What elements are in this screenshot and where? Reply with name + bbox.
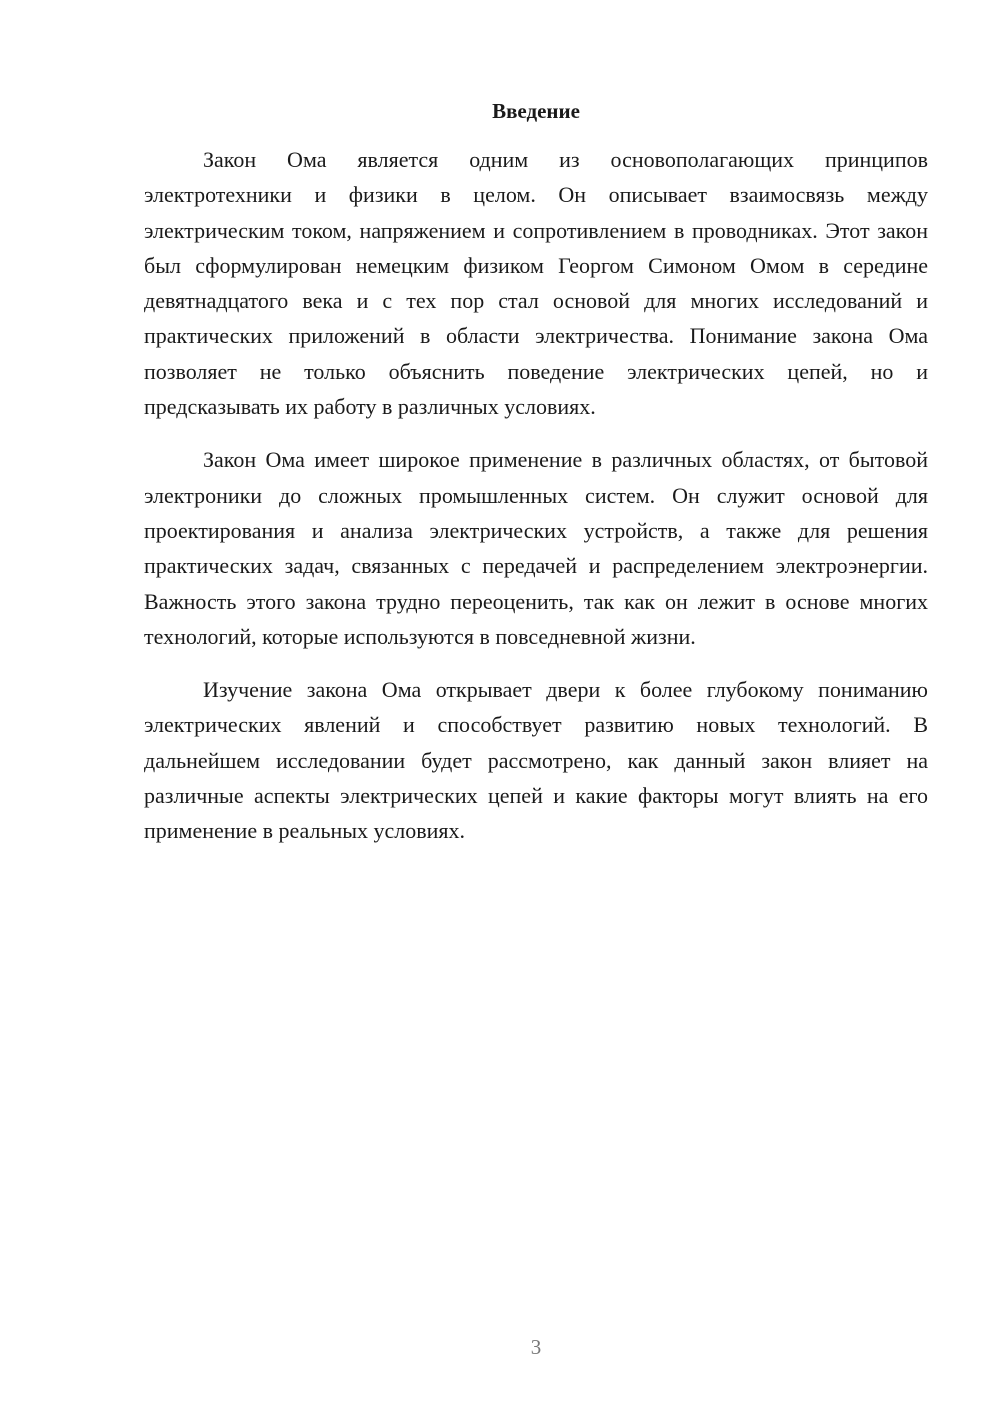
page-number: 3 — [530, 1335, 542, 1359]
body-text — [144, 142, 928, 867]
paragraph: Изучение закона Ома открывает двери к более глубокому пониманию электрических явлений и способствует развитию новых технологий. В дальнейшем исследовании будет рассмотрено, как данный закон влияет на различные аспекты электрических цепей и какие факторы могут влиять на его применение в реальных условиях. — [144, 677, 928, 844]
paragraph: Закон Ома является одним из основополагающих принципов электротехники и физики в целом. Он описывает взаимосвязь между электрическим током, напряжением и сопротивлением в проводниках. Этот закон был сформулирован немецким физиком Георгом Симоном Омом в середине девятнадцатого века и с тех пор стал основой для многих исследований и практических приложений в области электричества. Понимание закона Ома позволяет не только объяснить поведение электрических цепей, но и предсказывать их работу в различных условиях. — [144, 147, 928, 420]
paragraph: Закон Ома имеет широкое применение в различных областях, от бытовой электроники до сложных промышленных систем. Он служит основой для проектирования и анализа электрических устройств, а также для решения практических задач, связанных с передачей и распределением электроэнергии. Важность этого закона трудно переоценить, так как он лежит в основе многих технологий, которые используются в повседневной жизни. — [144, 447, 928, 649]
section-heading: Введение — [492, 99, 580, 123]
